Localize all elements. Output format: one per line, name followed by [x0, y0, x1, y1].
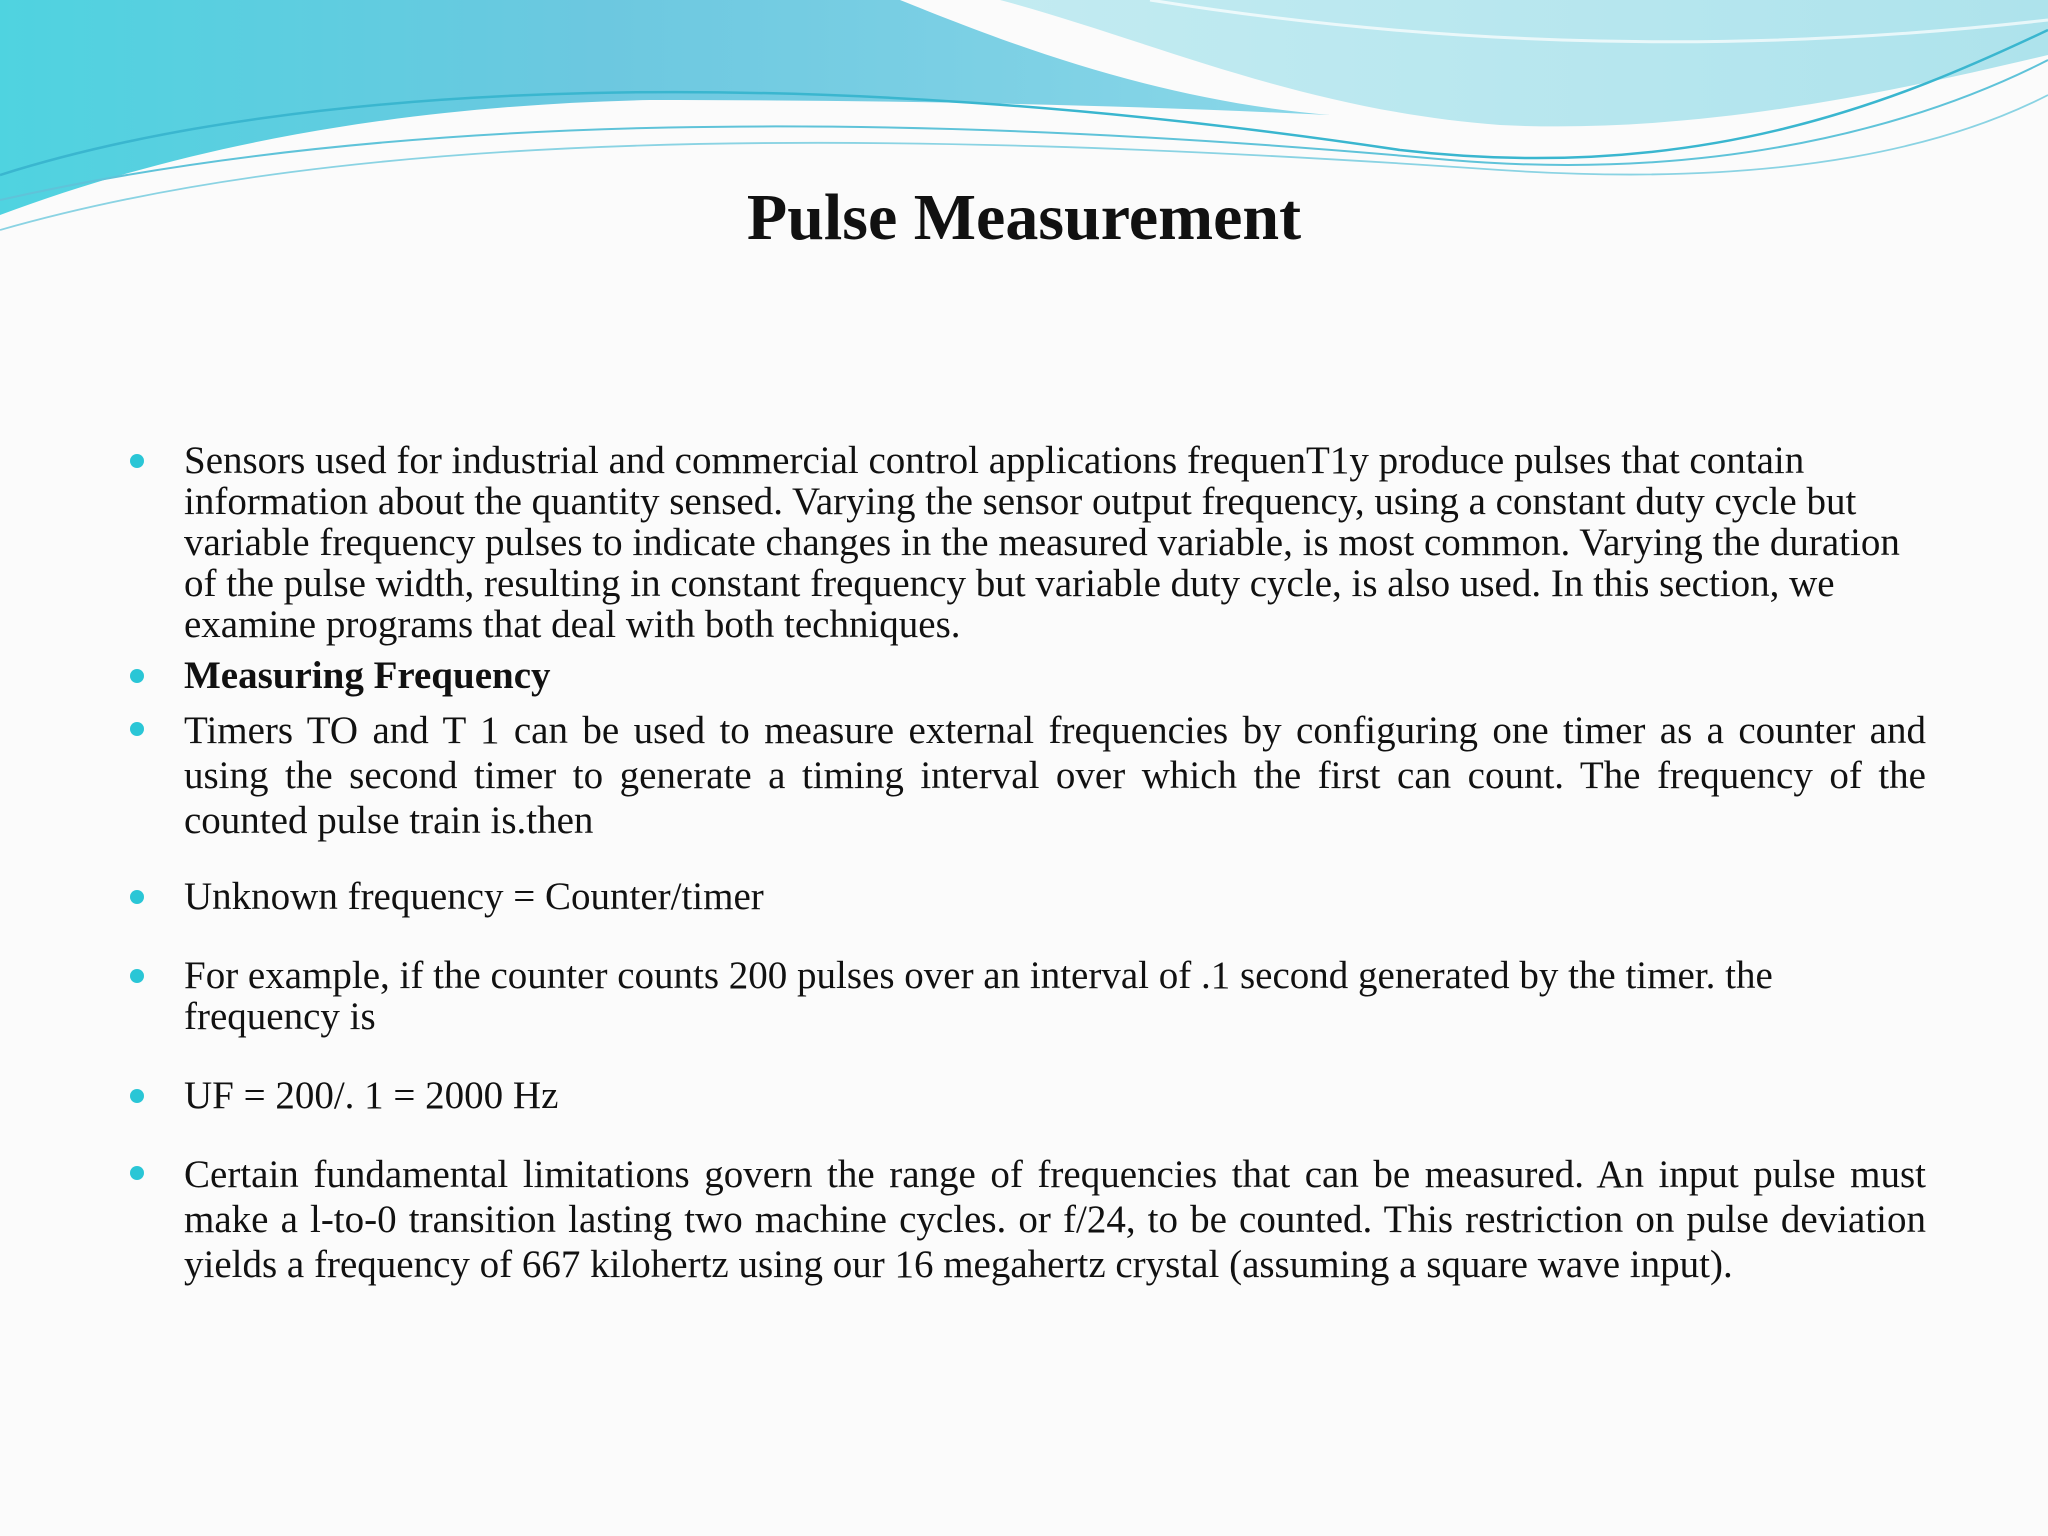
- bullet-item: [184, 440, 1926, 645]
- bullet-dot-icon: [130, 454, 144, 468]
- bullet-text: Sensors used for industrial and commercial control applications frequenT1y produce pulses that contain information about the quantity sensed. Varying the sensor output frequency, using a constant duty cycle but variable frequency pulses to indicate changes in the measured variable, is most common. Varying the duration of the pulse width, resulting in constant frequency but variable duty cycle, is also used. In this section, we examine programs that deal with both techniques.: [184, 439, 1900, 646]
- slide-title: Pulse Measurement: [746, 181, 1302, 254]
- bullet-text: For example, if the counter counts 200 pulses over an interval of .1 second generated by the timer. the frequency is: [184, 954, 1773, 1038]
- bullet-dot-icon: [130, 1166, 144, 1180]
- bullet-item: [184, 1075, 1926, 1116]
- bullet-item: [184, 708, 1926, 843]
- bullet-item: [184, 655, 1926, 696]
- bullet-dot-icon: [130, 722, 144, 736]
- bullet-item: [184, 955, 1926, 1037]
- bullet-item: [184, 1152, 1926, 1287]
- bullet-text: Measuring Frequency: [184, 654, 551, 697]
- bullet-dot-icon: [130, 890, 144, 904]
- bullet-text: Unknown frequency = Counter/timer: [184, 875, 764, 918]
- bullet-dot-icon: [130, 1089, 144, 1103]
- bullet-dot-icon: [130, 669, 144, 683]
- bullet-text: UF = 200/. 1 = 2000 Hz: [184, 1074, 559, 1117]
- bullet-text: Certain fundamental limitations govern the range of frequencies that can be measured. An input pulse must make a l-to-0 transition lasting two machine cycles. or f/24, to be counted. This restriction on pulse deviation yields a frequency of 667 kilohertz using our 16 megahertz crystal (assuming a square wave input).: [184, 1153, 1926, 1286]
- bullet-item: [184, 876, 1926, 917]
- bullet-text: Timers TO and T 1 can be used to measure external frequencies by configuring one timer as a counter and using the second timer to generate a timing interval over which the first can count. The frequency of the counted pulse train is.then: [184, 709, 1926, 842]
- bullet-dot-icon: [130, 969, 144, 983]
